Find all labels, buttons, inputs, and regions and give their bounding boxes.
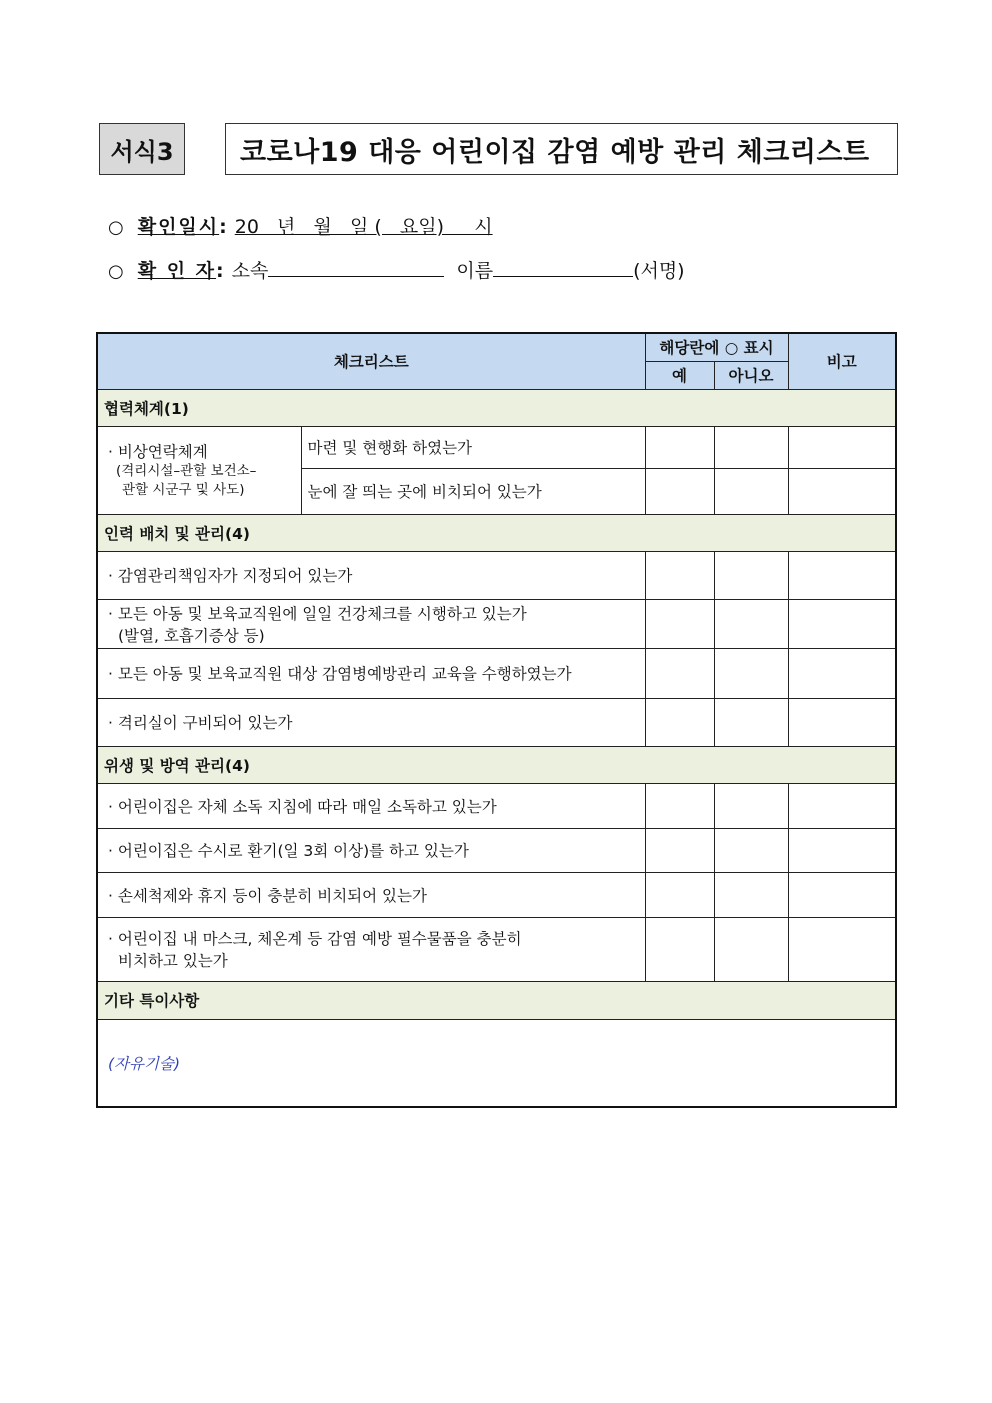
table-row: [97, 648, 896, 698]
remarks-header: 비고: [788, 333, 896, 389]
remarks-cell[interactable]: [788, 426, 896, 468]
item-text: · 격리실이 구비되어 있는가: [97, 698, 645, 746]
item-text: · 어린이집은 수시로 환기(일 3회 이상)를 하고 있는가: [97, 828, 645, 872]
remarks-cell[interactable]: [788, 828, 896, 872]
section-row: [97, 746, 896, 783]
circle-bullet-icon: ○: [108, 217, 124, 238]
yes-cell[interactable]: [645, 648, 714, 698]
item-text-continued: 비치하고 있는가: [118, 952, 228, 970]
yes-cell[interactable]: [645, 917, 714, 981]
section-row: [97, 981, 896, 1019]
check-date-line: [108, 212, 493, 239]
item-text: · 모든 아동 및 보육교직원 대상 감염병예방관리 교육을 수행하였는가: [97, 648, 645, 698]
no-cell[interactable]: [714, 599, 788, 648]
remarks-cell[interactable]: [788, 599, 896, 648]
section-row: [97, 514, 896, 551]
table-header-row: [97, 333, 896, 361]
remarks-cell[interactable]: [788, 872, 896, 917]
check-date-field[interactable]: 20 년 월 일 ( 요일) 시: [234, 216, 493, 238]
free-text-row: [97, 1019, 896, 1107]
table-row: [97, 783, 896, 828]
yes-cell[interactable]: [645, 599, 714, 648]
no-cell[interactable]: [714, 917, 788, 981]
remarks-cell[interactable]: [788, 648, 896, 698]
no-header: 아니오: [714, 361, 788, 389]
group-sub-label: (격리시설–관할 보건소–: [116, 463, 257, 479]
remarks-cell[interactable]: [788, 698, 896, 746]
item-text: 눈에 잘 띄는 곳에 비치되어 있는가: [301, 468, 645, 514]
section-title: 인력 배치 및 관리(4): [97, 514, 896, 551]
check-date-label: 확인일시: [137, 216, 220, 238]
item-sub-text: (발열, 호흡기증상 등): [118, 626, 265, 645]
name-field[interactable]: [493, 258, 633, 277]
remarks-cell[interactable]: [788, 917, 896, 981]
table-row: [97, 917, 896, 981]
section-title: 기타 특이사항: [97, 981, 896, 1019]
item-text-cell: [97, 917, 645, 981]
no-cell[interactable]: [714, 468, 788, 514]
remarks-cell[interactable]: [788, 551, 896, 599]
no-cell[interactable]: [714, 426, 788, 468]
checklist-header: 체크리스트: [97, 333, 645, 389]
yes-header: 예: [645, 361, 714, 389]
mark-instruction-header: 해당란에 ○ 표시: [645, 333, 788, 361]
label-colon: :: [219, 216, 227, 238]
item-text-cell: [97, 599, 645, 648]
table-row: [97, 828, 896, 872]
no-cell[interactable]: [714, 551, 788, 599]
yes-cell[interactable]: [645, 783, 714, 828]
remarks-cell[interactable]: [788, 468, 896, 514]
section-title: 위생 및 방역 관리(4): [97, 746, 896, 783]
yes-cell[interactable]: [645, 872, 714, 917]
yes-cell[interactable]: [645, 698, 714, 746]
table-row: [97, 551, 896, 599]
no-cell[interactable]: [714, 872, 788, 917]
label-colon: :: [216, 260, 224, 282]
item-text: · 어린이집 내 마스크, 체온계 등 감염 예방 필수물품을 충분히: [108, 930, 522, 948]
checker-line: [108, 256, 685, 283]
affiliation-field[interactable]: [268, 258, 444, 277]
no-cell[interactable]: [714, 648, 788, 698]
no-cell[interactable]: [714, 828, 788, 872]
page-title: 코로나19 대응 어린이집 감염 예방 관리 체크리스트: [225, 123, 898, 175]
item-text: · 감염관리책임자가 지정되어 있는가: [97, 551, 645, 599]
form-number-tag: 서식3: [99, 123, 185, 175]
yes-cell[interactable]: [645, 426, 714, 468]
item-text: · 모든 아동 및 보육교직원에 일일 건강체크를 시행하고 있는가: [108, 604, 527, 623]
free-text-field[interactable]: (자유기술): [97, 1019, 896, 1107]
yes-cell[interactable]: [645, 551, 714, 599]
yes-cell[interactable]: [645, 828, 714, 872]
group-label: · 비상연락체계: [108, 443, 208, 461]
group-label-cell: [97, 426, 301, 514]
signature-label: (서명): [633, 260, 685, 282]
table-row: [97, 872, 896, 917]
affiliation-label: 소속: [231, 260, 269, 282]
yes-cell[interactable]: [645, 468, 714, 514]
remarks-cell[interactable]: [788, 783, 896, 828]
section-title: 협력체계(1): [97, 389, 896, 426]
table-row: [97, 698, 896, 746]
no-cell[interactable]: [714, 698, 788, 746]
no-cell[interactable]: [714, 783, 788, 828]
checker-label: 확 인 자: [137, 260, 217, 282]
name-label: 이름: [456, 260, 494, 282]
item-text: · 어린이집은 자체 소독 지침에 따라 매일 소독하고 있는가: [97, 783, 645, 828]
group-sub-label: 관할 시군구 및 사도): [122, 482, 245, 498]
table-row: [97, 426, 896, 468]
circle-bullet-icon: ○: [108, 261, 124, 282]
checklist-table: [96, 332, 897, 1108]
section-row: [97, 389, 896, 426]
item-text: 마련 및 현행화 하였는가: [301, 426, 645, 468]
item-text: · 손세척제와 휴지 등이 충분히 비치되어 있는가: [97, 872, 645, 917]
table-row: [97, 599, 896, 648]
